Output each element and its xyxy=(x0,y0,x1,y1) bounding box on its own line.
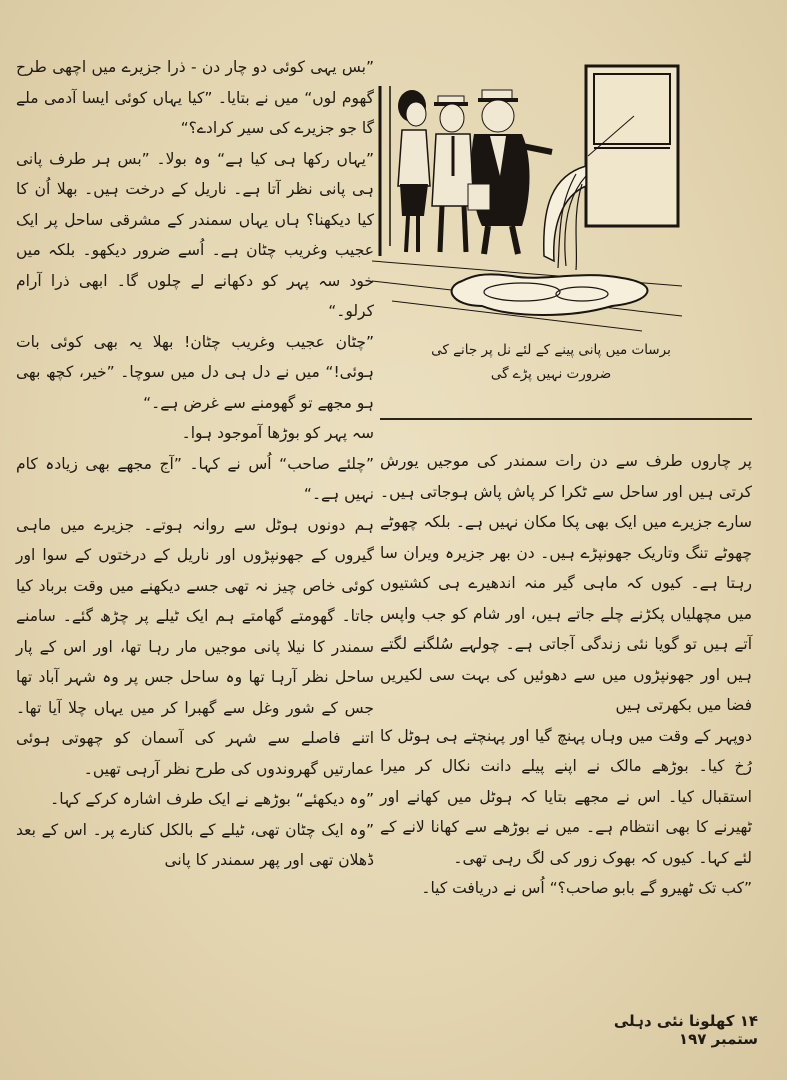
paragraph: ”چلئے صاحب“ اُس نے کہا۔ ”آج مجھے بھی زیادہ کام نہیں ہے۔“ xyxy=(16,454,374,503)
paragraph: ”وہ دیکھئے“ بوڑھے نے ایک طرف اشارہ کرکے کہا۔ xyxy=(50,790,374,808)
paragraph: ”کب تک ٹھیرو گے بابو صاحب؟“ اُس نے دریافت کیا۔ xyxy=(421,879,752,897)
paragraph: ”یہاں رکھا ہی کیا ہے“ وہ بولا۔ ”بس ہر طرف پانی ہی پانی نظر آتا ہے۔ ناریل کے درخت ہیں۔ بھلا اُن کا کیا دیکھنا؟ ہاں یہاں سمندر کے مشرقی ساحل پر ایک عجیب وغریب چٹان ہے۔ اُسے ضرور دیکھو۔ بلکہ میں خود سہ پہر کو دکھانے لے چلوں گا۔ ابھی ذرا آرام کرلو۔“ xyxy=(16,149,374,320)
paragraph: ”وہ ایک چٹان تھی، ٹیلے کے بالکل کنارے پر۔ اس کے بعد ڈھلان تھی اور پھر سمندر کا پانی xyxy=(16,820,374,869)
right-text-column xyxy=(380,446,752,904)
paragraph: ”بس یہی کوئی دو چار دن - ذرا جزیرے میں اچھی طرح گھوم لوں“ میں نے بتایا۔ ”کیا یہاں کوئی ایسا آدمی ملے گا جو جزیرے کی سیر کرادے؟“ xyxy=(16,58,374,137)
paragraph: دوپہر کے وقت میں وہاں پہنچ گیا اور پہنچتے ہی ہوٹل کا رُخ کیا۔ بوڑھے مالک نے اپنے پیلے دانت نکال کر میرا استقبال کیا۔ اس نے مجھے بتایا کہ ہوٹل میں کھانے اور ٹھیرنے کا بھی انتظام ہے۔ میں نے بوڑھے سے کھانا لانے کے لئے کہا۔ کیوں کہ بھوک زور کی لگ رہی تھی۔ xyxy=(380,726,752,867)
left-text-column xyxy=(16,52,374,876)
paragraph: ہم دونوں ہوٹل سے روانہ ہوتے۔ جزیرے میں ماہی گیروں کے جھونپڑوں اور ناریل کے درختوں کے سوا اور کوئی خاص چیز نہ تھی جسے دیکھنے میں وقت برباد کیا جاتا۔ گھومتے گھامتے ہم ایک ٹیلے پر چڑھ گئے۔ سامنے سمندر کا نیلا پانی موجیں مار رہا تھا، اور اس کے پار ساحل نظر آرہا تھا وہ ساحل جس پر وہ شہر آباد تھا جس کے شور وغل سے گھبرا کر میں یہاں چلا آیا تھا۔ اتنے فاصلے سے شہر کی آسمان کو چھوتی ہوئی عمارتیں گھروندوں کی طرح نظر آرہی تھیں۔ xyxy=(16,515,374,778)
illustration-caption: برسات میں پانی پینے کے لئے نل پر جانے کی ضرورت نہیں پڑے گی xyxy=(431,342,671,382)
paragraph: سہ پہر کو بوڑھا آموجود ہوا۔ xyxy=(181,424,374,442)
cartoon-illustration xyxy=(372,56,682,336)
column-divider xyxy=(380,418,752,420)
page-footer: ۱۴ کھلونا نئی دہلی ستمبر ۱۹۷ xyxy=(613,1012,758,1048)
paragraph: پر چاروں طرف سے دن رات سمندر کی موجیں یورش کرتی ہیں اور ساحل سے ٹکرا کر پاش پاش ہوجاتی ہیں۔ سارے جزیرے میں ایک بھی پکا مکان نہیں ہے۔ بلکہ چھوٹے چھوٹے تنگ وتاریک جھونپڑے ہیں۔ دن بھر جزیرہ ویران سا رہتا ہے۔ کیوں کہ ماہی گیر منہ اندھیرے ہی کشتیوں میں مچھلیاں پکڑنے چلے جاتے ہیں، اور شام کو جب واپس آتے ہیں تو گویا نئی زندگی آجاتی ہے۔ چولہے سُلگنے لگتے ہیں اور جھونپڑوں میں سے دھوئیں کی بہت سی لکیریں فضا میں بکھرتی ہیں xyxy=(380,452,752,714)
paragraph: ”چٹان عجیب وغریب چٹان! بھلا یہ بھی کوئی بات ہوئی!“ میں نے دل ہی دل میں سوچا۔ ”خیر، کچھ بھی ہو مجھے تو گھومنے سے غرض ہے۔“ xyxy=(16,332,374,412)
